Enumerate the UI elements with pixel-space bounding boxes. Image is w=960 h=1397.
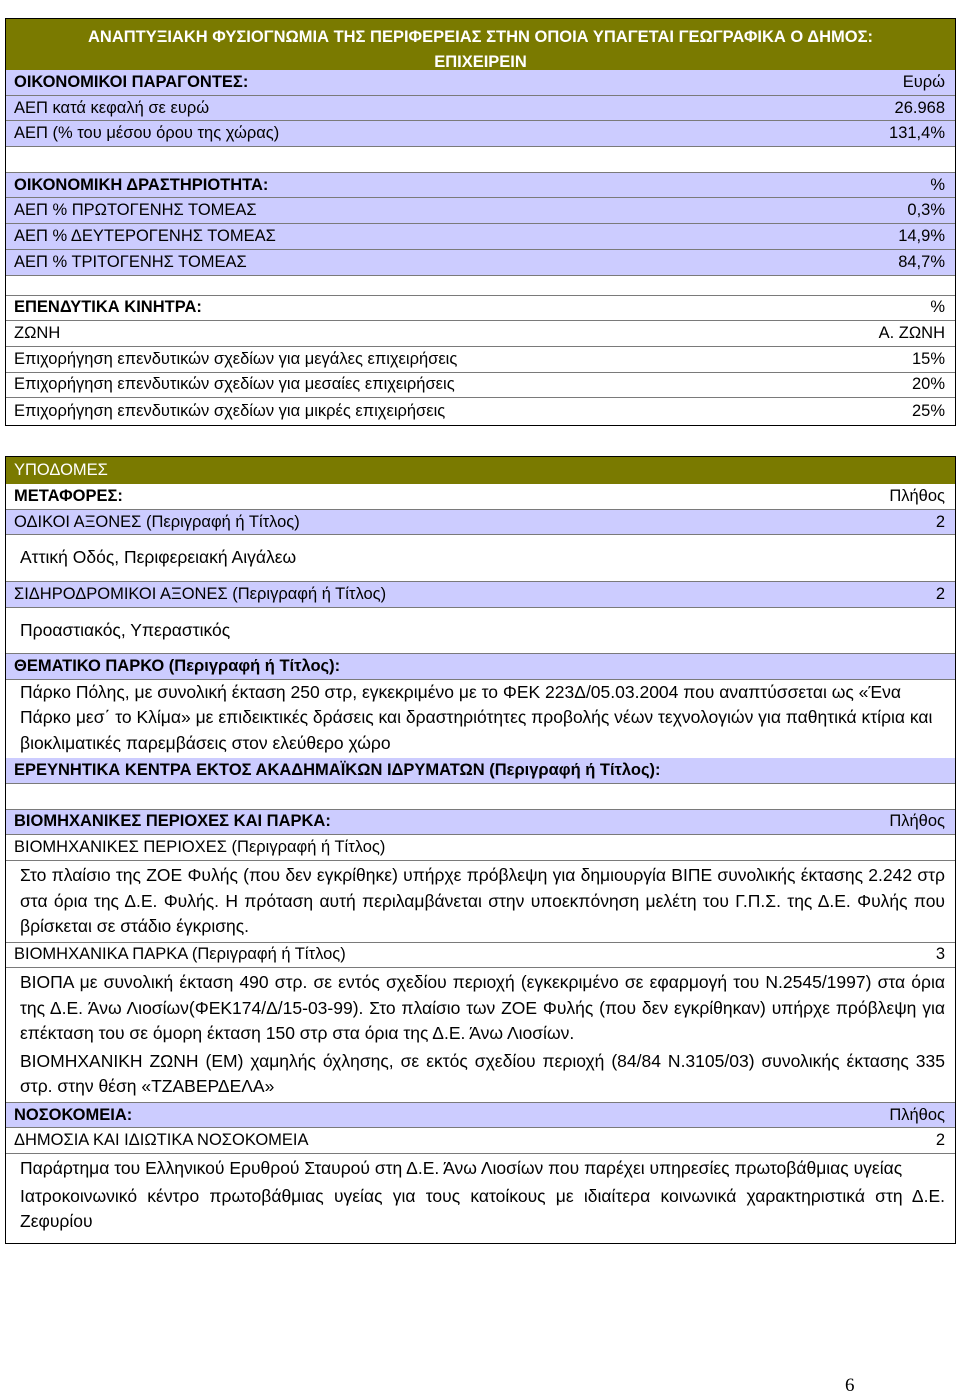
hosp-text-1 bbox=[6, 1154, 955, 1184]
regional-profile-table bbox=[5, 18, 956, 426]
row-value: 0,3% bbox=[907, 201, 945, 220]
table-row bbox=[6, 347, 955, 373]
table-header bbox=[6, 19, 955, 70]
hosp-row bbox=[6, 1128, 955, 1154]
table-row bbox=[6, 250, 955, 276]
section-label: ΒΙΟΜΗΧΑΝΙΚΕΣ ΠΕΡΙΟΧΕΣ ΚΑΙ ΠΑΡΚΑ: bbox=[14, 812, 331, 831]
spacer-row bbox=[6, 276, 955, 296]
rail-row bbox=[6, 582, 955, 608]
incentives-row bbox=[6, 296, 955, 322]
section-label: ΕΠΕΝΔΥΤΙΚΑ ΚΙΝΗΤΡΑ: bbox=[14, 298, 202, 317]
row-label: ΔΗΜΟΣΙΑ ΚΑΙ ΙΔΙΩΤΙΚΑ ΝΟΣΟΚΟΜΕΙΑ bbox=[14, 1131, 309, 1150]
row-value: 25% bbox=[911, 402, 945, 421]
row-value: 14,9% bbox=[898, 226, 945, 245]
park-text bbox=[6, 680, 955, 759]
table-row bbox=[6, 373, 955, 399]
table-row bbox=[6, 121, 955, 147]
spacer-row bbox=[6, 147, 955, 173]
page-title bbox=[6, 19, 955, 75]
industrial-row bbox=[6, 810, 955, 836]
count-header: Πλήθος bbox=[889, 1105, 945, 1124]
ind-zone-description: ΒΙΟΜΗΧΑΝΙΚΗ ΖΩΝΗ (ΕΜ) χαμηλής όχλησης, σε εκτός σχεδίου περιοχή (84/84 Ν.3105/03) συνολικής έκτασης 335 στρ. στην θέση «ΤΖΑΒΕΡΔΕΛΑ» bbox=[20, 1050, 945, 1097]
table-row bbox=[6, 398, 955, 425]
unit-label: % bbox=[930, 298, 945, 317]
rail-text bbox=[6, 608, 955, 655]
row-value: 20% bbox=[911, 375, 945, 394]
zone-row bbox=[6, 321, 955, 347]
row-label: ΑΕΠ % ΠΡΩΤΟΓΕΝΗΣ ΤΟΜΕΑΣ bbox=[14, 201, 257, 220]
row-label: ΑΕΠ % ΤΡΙΤΟΓΕΝΗΣ ΤΟΜΕΑΣ bbox=[14, 252, 247, 271]
ind-parks-text-1 bbox=[6, 968, 955, 1049]
economic-activity-row bbox=[6, 173, 955, 199]
ind-areas-text bbox=[6, 861, 955, 943]
section-label: ΟΙΚΟΝΟΜΙΚΗ ΔΡΑΣΤΗΡΙΟΤΗΤΑ: bbox=[14, 175, 269, 194]
roads-description: Αττική Οδός, Περιφερειακή Αιγάλεω bbox=[20, 547, 297, 568]
row-value: 3 bbox=[935, 945, 945, 964]
hosp-text-2 bbox=[6, 1184, 955, 1243]
row-value: 84,7% bbox=[898, 252, 945, 271]
spacer-row bbox=[6, 784, 955, 810]
ind-parks-description: ΒΙΟΠΑ με συνολική έκταση 490 στρ. σε εντός σχεδίου περιοχή (εγκεκριμένο σε εφαρμογή του Ν.2545/1997) στα όρια της Δ.Ε. Άνω Λιοσίων(ΦΕΚ174/Δ/15-03-99). Στο πλαίσιο των ΖΟΕ Φυλής (που δεν εγκρίθηκαν) υπήρχε πρόβλεψη για επέκταση του σε όμορη έκταση 150 στρ στα όρια της Δ.Ε. Άνω Λιοσίων. bbox=[20, 972, 945, 1044]
theme-park-row bbox=[6, 654, 955, 680]
row-label: ΒΙΟΜΗΧΑΝΙΚΑ ΠΑΡΚΑ (Περιγραφή ή Τίτλος) bbox=[14, 945, 346, 964]
row-value: 2 bbox=[935, 1131, 945, 1150]
count-header: Πλήθος bbox=[889, 486, 945, 505]
row-value: 131,4% bbox=[889, 124, 945, 143]
hosp-description-1: Παράρτημα του Ελληνικού Ερυθρού Σταυρού στη Δ.Ε. Άνω Λιοσίων που παρέχει υπηρεσίες πρωτοβάθμιας υγείας bbox=[20, 1158, 903, 1179]
hosp-description-2: Ιατροκοινωνικό κέντρο πρωτοβάθμιας υγείας για τους κατοίκους με ιδιαίτερα κοινωνικά χαρακτηριστικά στη Δ.Ε. Ζεφυρίου bbox=[20, 1185, 945, 1232]
row-value: Α. ΖΩΝΗ bbox=[878, 324, 945, 343]
row-label: ΕΡΕΥΝΗΤΙΚΑ ΚΕΝΤΡΑ ΕΚΤΟΣ ΑΚΑΔΗΜΑΪΚΩΝ ΙΔΡΥΜΑΤΩΝ (Περιγραφή ή Τίτλος): bbox=[14, 761, 661, 780]
row-label: ΑΕΠ % ΔΕΥΤΕΡΟΓΕΝΗΣ ΤΟΜΕΑΣ bbox=[14, 226, 276, 245]
ind-areas-row bbox=[6, 835, 955, 861]
section-label: ΝΟΣΟΚΟΜΕΙΑ: bbox=[14, 1105, 133, 1124]
row-value: 15% bbox=[911, 349, 945, 368]
row-value: 2 bbox=[935, 512, 945, 531]
table-row bbox=[6, 224, 955, 250]
title-line-2: ΕΠΙΧΕΙΡΕΙΝ bbox=[434, 53, 527, 71]
row-label: Επιχορήγηση επενδυτικών σχεδίων για μικρές επιχειρήσεις bbox=[14, 402, 446, 421]
unit-label: % bbox=[930, 175, 945, 194]
section-title: ΥΠΟΔΟΜΕΣ bbox=[14, 461, 108, 479]
roads-text bbox=[6, 535, 955, 582]
row-label: Επιχορήγηση επενδυτικών σχεδίων για μεσαίες επιχειρήσεις bbox=[14, 375, 455, 394]
row-value: 26.968 bbox=[894, 98, 945, 117]
row-label: ΖΩΝΗ bbox=[14, 324, 61, 343]
unit-label: Ευρώ bbox=[902, 72, 945, 91]
row-value: 2 bbox=[935, 584, 945, 603]
ind-parks-text-2 bbox=[6, 1049, 955, 1103]
row-label: ΣΙΔΗΡΟΔΡΟΜΙΚΟΙ ΑΞΟΝΕΣ (Περιγραφή ή Τίτλος) bbox=[14, 584, 387, 603]
infrastructure-header bbox=[6, 457, 955, 484]
row-label: ΑΕΠ κατά κεφαλή σε ευρώ bbox=[14, 98, 210, 117]
row-label: Επιχορήγηση επενδυτικών σχεδίων για μεγάλες επιχειρήσεις bbox=[14, 349, 458, 368]
ind-areas-description: Στο πλαίσιο της ΖΟΕ Φυλής (που δεν εγκρίθηκε) υπήρχε πρόβλεψη για δημιουργία ΒΙΠΕ συνολικής έκτασης 2.242 στρ στα όρια της Δ.Ε. Φυλής. Η πρόταση αυτή περιλαμβάνεται στην υποεκπόνηση μελέτη του Γ.Π.Σ. της Δ.Ε. Φυλής που βρίσκεται σε στάδιο έγκρισης. bbox=[20, 865, 945, 936]
table-row bbox=[6, 96, 955, 122]
page-number: 6 bbox=[845, 1375, 855, 1396]
roads-row bbox=[6, 510, 955, 536]
research-row bbox=[6, 758, 955, 784]
park-description: Πάρκο Πόλης, με συνολική έκταση 250 στρ, εγκεκριμένο με το ΦΕΚ 223Δ/05.03.2004 που αναπτύσσεται ως «Ένα Πάρκο μεσ΄ το Κλίμα» με επιδεικτικές δράσεις και δραστηριότητες προβολής νέων τεχνολογιών για παθητικά κτίρια και βιοκλιματικές παρεμβάσεις στον ελεύθερο χώρο bbox=[20, 681, 933, 753]
rail-description: Προαστιακός, Υπεραστικός bbox=[20, 619, 231, 640]
transport-row bbox=[6, 484, 955, 510]
hospitals-row bbox=[6, 1103, 955, 1129]
section-label: ΜΕΤΑΦΟΡΕΣ: bbox=[14, 486, 123, 505]
row-label: ΑΕΠ (% του μέσου όρου της χώρας) bbox=[14, 124, 280, 143]
title-line-1: ΑΝΑΠΤΥΞΙΑΚΗ ΦΥΣΙΟΓΝΩΜΙΑ ΤΗΣ ΠΕΡΙΦΕΡΕΙΑΣ ΣΤΗΝ ΟΠΟΙΑ ΥΠΑΓΕΤΑΙ ΓΕΩΓΡΑΦΙΚΑ Ο ΔΗΜΟΣ: bbox=[87, 28, 873, 46]
row-label: ΟΔΙΚΟΙ ΑΞΟΝΕΣ (Περιγραφή ή Τίτλος) bbox=[14, 512, 300, 531]
section-label: ΟΙΚΟΝΟΜΙΚΟΙ ΠΑΡΑΓΟΝΤΕΣ: bbox=[14, 72, 249, 91]
table-row bbox=[6, 198, 955, 224]
row-label: ΒΙΟΜΗΧΑΝΙΚΕΣ ΠΕΡΙΟΧΕΣ (Περιγραφή ή Τίτλος) bbox=[14, 838, 386, 857]
ind-parks-row bbox=[6, 943, 955, 969]
count-header: Πλήθος bbox=[889, 812, 945, 831]
infrastructure-table bbox=[5, 456, 956, 1244]
row-label: ΘΕΜΑΤΙΚΟ ΠΑΡΚΟ (Περιγραφή ή Τίτλος): bbox=[14, 656, 341, 675]
